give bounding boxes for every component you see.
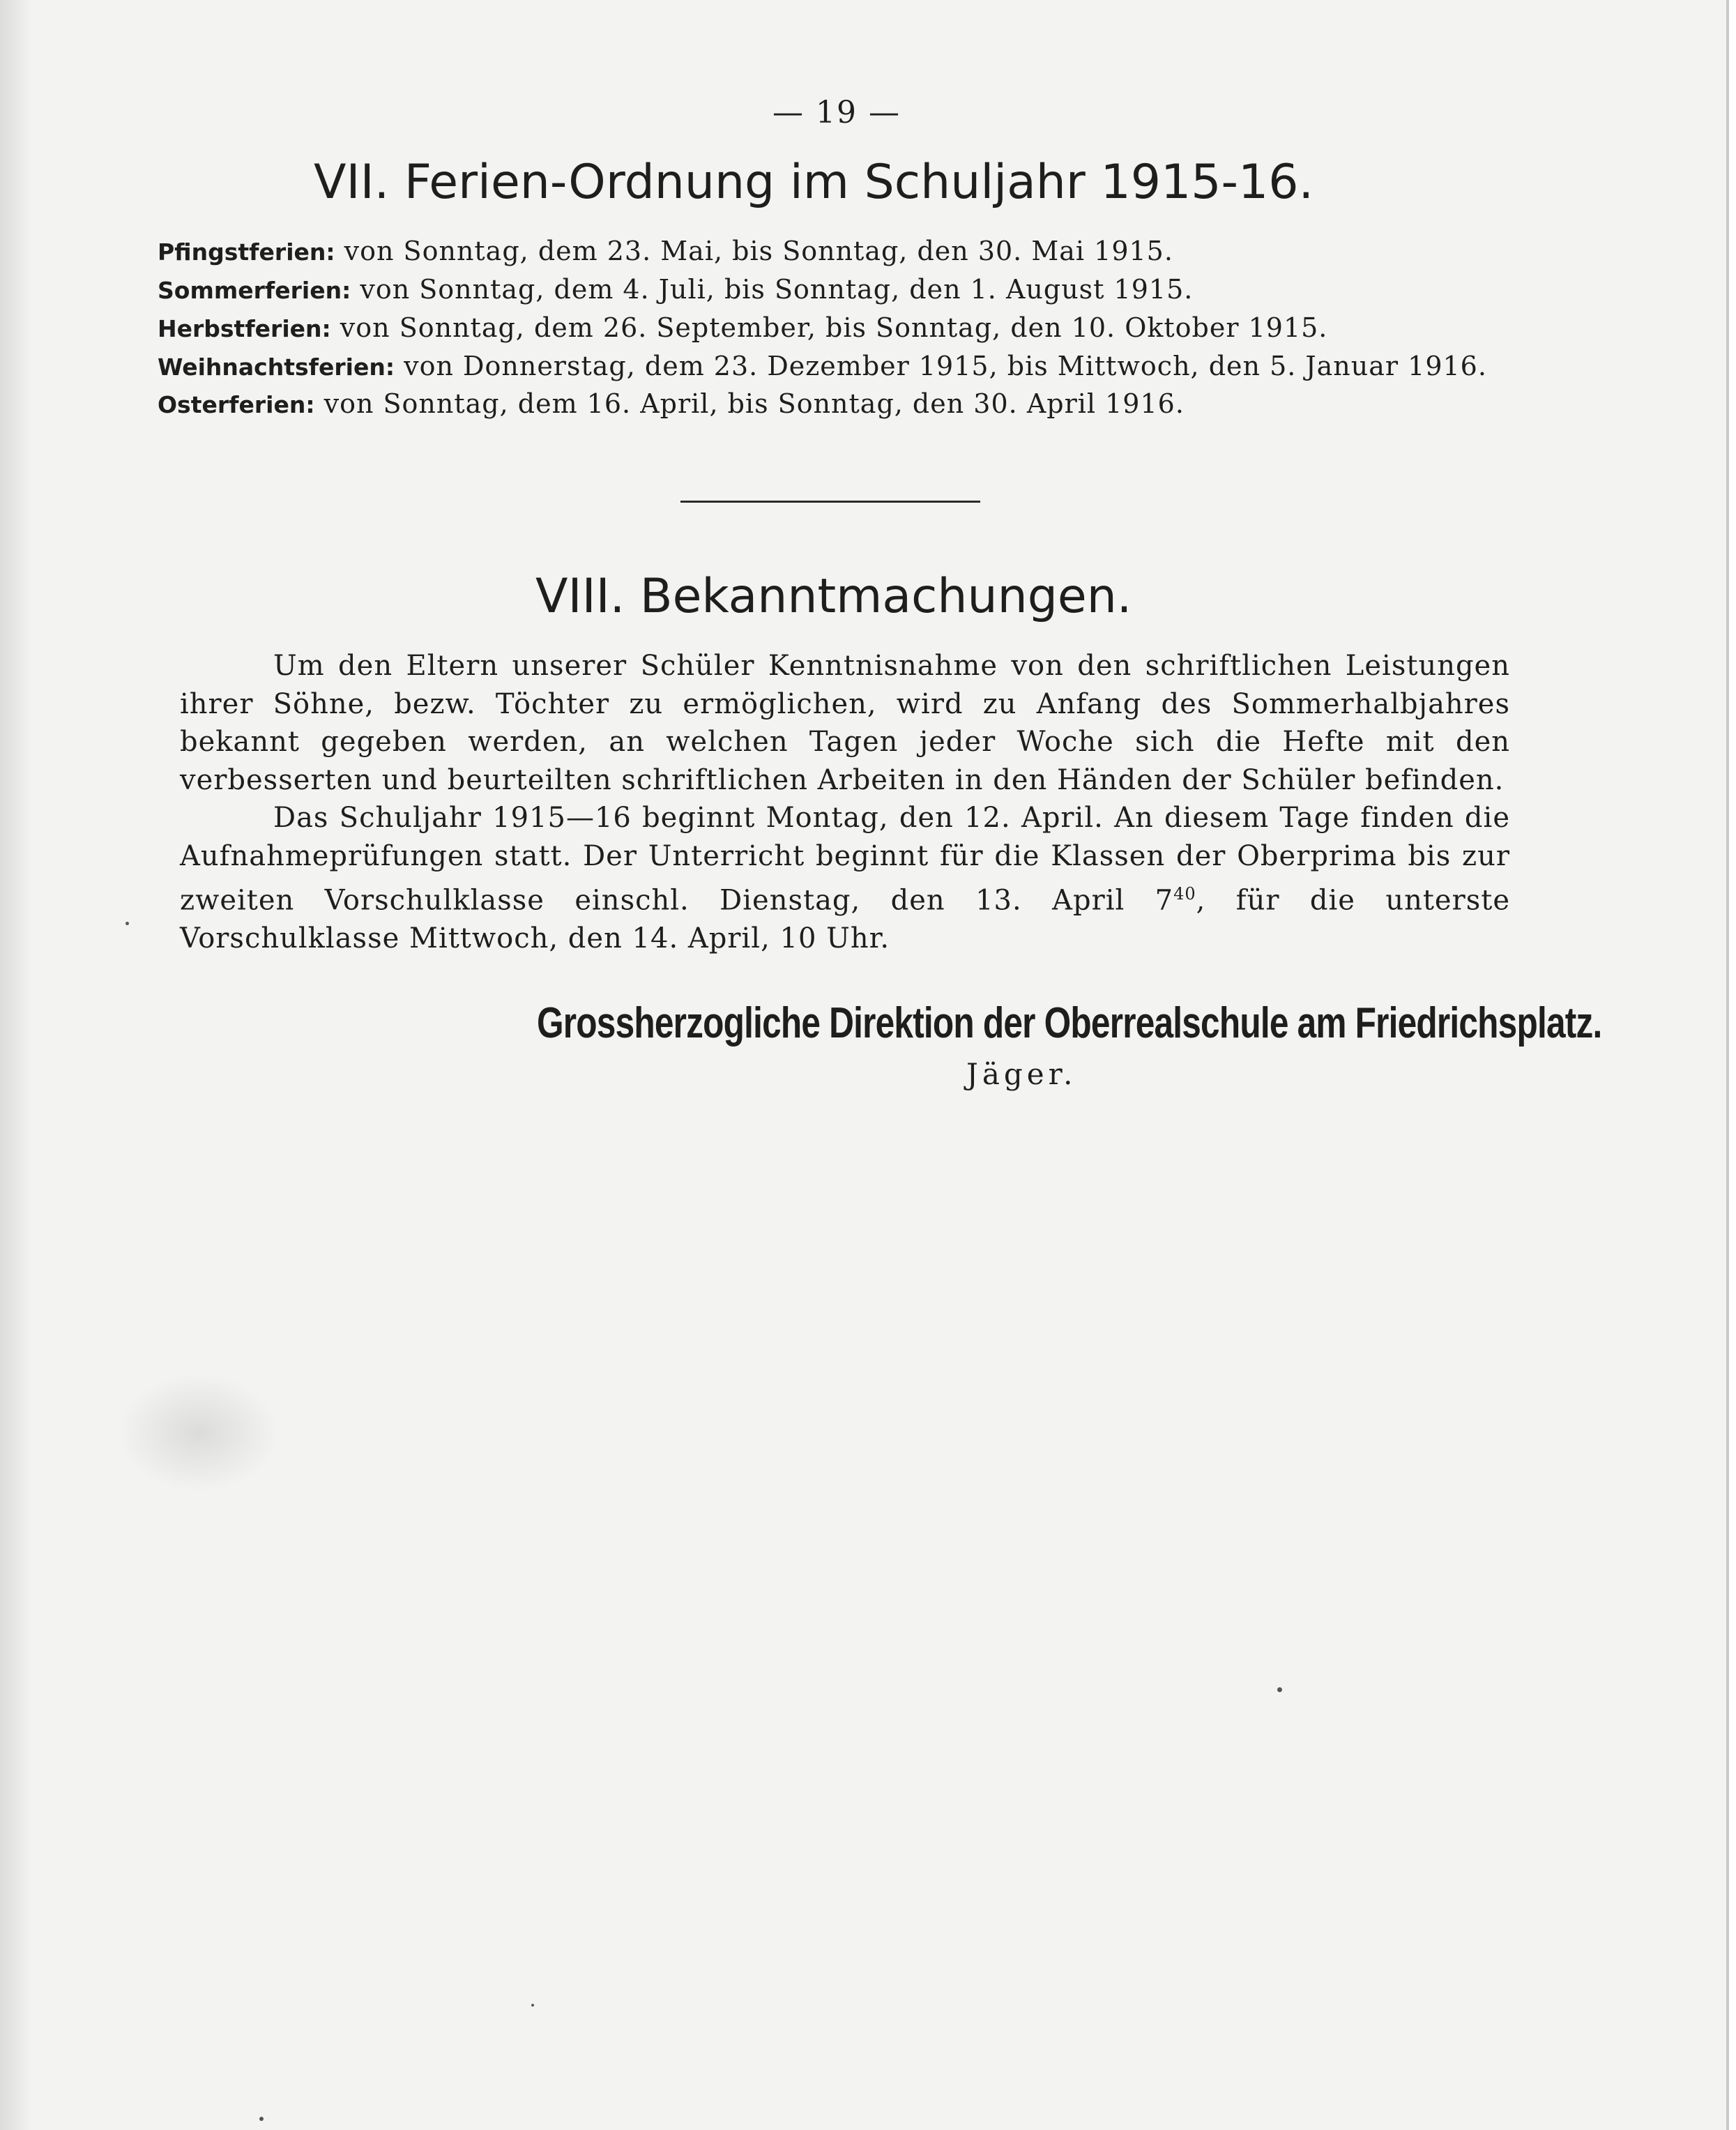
paper-speck bbox=[259, 2117, 264, 2121]
signature-institution: Grossherzogliche Direktion der Oberrealschule am Friedrichsplatz. bbox=[537, 999, 1602, 1047]
holiday-entry bbox=[158, 274, 1193, 305]
holiday-dates: von Donnerstag, dem 23. Dezember 1915, bis Mittwoch, den 5. Januar 1916. bbox=[395, 351, 1487, 381]
paper-speck bbox=[125, 922, 129, 925]
section-vii-heading: VII. Ferien-Ordnung im Schuljahr 1915-16. bbox=[314, 155, 1314, 210]
holiday-entry bbox=[158, 312, 1327, 343]
holiday-label: Weihnachtsferien: bbox=[158, 353, 395, 381]
holiday-label: Sommerferien: bbox=[158, 277, 351, 304]
paper-speck bbox=[531, 2004, 534, 2007]
page-number: — 19 — bbox=[772, 95, 901, 130]
holiday-entry bbox=[158, 351, 1487, 381]
section-divider bbox=[680, 501, 980, 503]
holiday-label: Pfingstferien: bbox=[158, 238, 335, 266]
holiday-label: Osterferien: bbox=[158, 391, 315, 418]
announcement-paragraph bbox=[180, 647, 1510, 799]
paragraph-text: Um den Eltern unserer Schüler Kenntnisnahme von den schriftlichen Leistungen ihrer Söhne, bezw. Töchter zu ermöglichen, wird zu Anfang des Sommerhalbjahres bekannt gegeben werden, an welchen Tagen jeder Woche sich die Hefte mit den verbesserten und beurteilten schriftlichen Arbeiten in den Händen der Schüler befinden. bbox=[180, 650, 1510, 796]
holiday-label: Herbstferien: bbox=[158, 315, 331, 342]
holiday-dates: von Sonntag, dem 16. April, bis Sonntag, den 30. April 1916. bbox=[314, 388, 1185, 419]
page-shadow bbox=[0, 0, 32, 2130]
paragraph-text: , für die unterste Vorschulklasse Mittwoch, den 14. April, 10 Uhr. bbox=[180, 884, 1510, 954]
page-edge bbox=[1729, 0, 1736, 2130]
holiday-dates: von Sonntag, dem 4. Juli, bis Sonntag, den 1. August 1915. bbox=[351, 274, 1194, 305]
holiday-dates: von Sonntag, dem 23. Mai, bis Sonntag, den 30. Mai 1915. bbox=[335, 236, 1173, 266]
paper-smudge bbox=[119, 1374, 279, 1492]
holiday-entry bbox=[158, 236, 1173, 266]
paper-speck bbox=[1277, 1687, 1282, 1692]
holiday-entry bbox=[158, 388, 1185, 419]
holiday-dates: von Sonntag, dem 26. September, bis Sonntag, den 10. Oktober 1915. bbox=[330, 312, 1328, 343]
section-viii-heading: VIII. Bekanntmachungen. bbox=[535, 569, 1132, 624]
time-superscript: 40 bbox=[1173, 884, 1196, 904]
signer-name: Jäger. bbox=[966, 1057, 1077, 1091]
announcement-paragraph bbox=[180, 799, 1510, 957]
paragraph-text: Das Schuljahr 1915—16 beginnt Montag, den 12. April. An diesem Tage finden die Aufnahmeprüfungen statt. Der Unterricht beginnt für die Klassen der Oberprima bis zur zweiten Vorschulklasse einschl. Dienstag, den 13. April 7 bbox=[180, 802, 1510, 917]
